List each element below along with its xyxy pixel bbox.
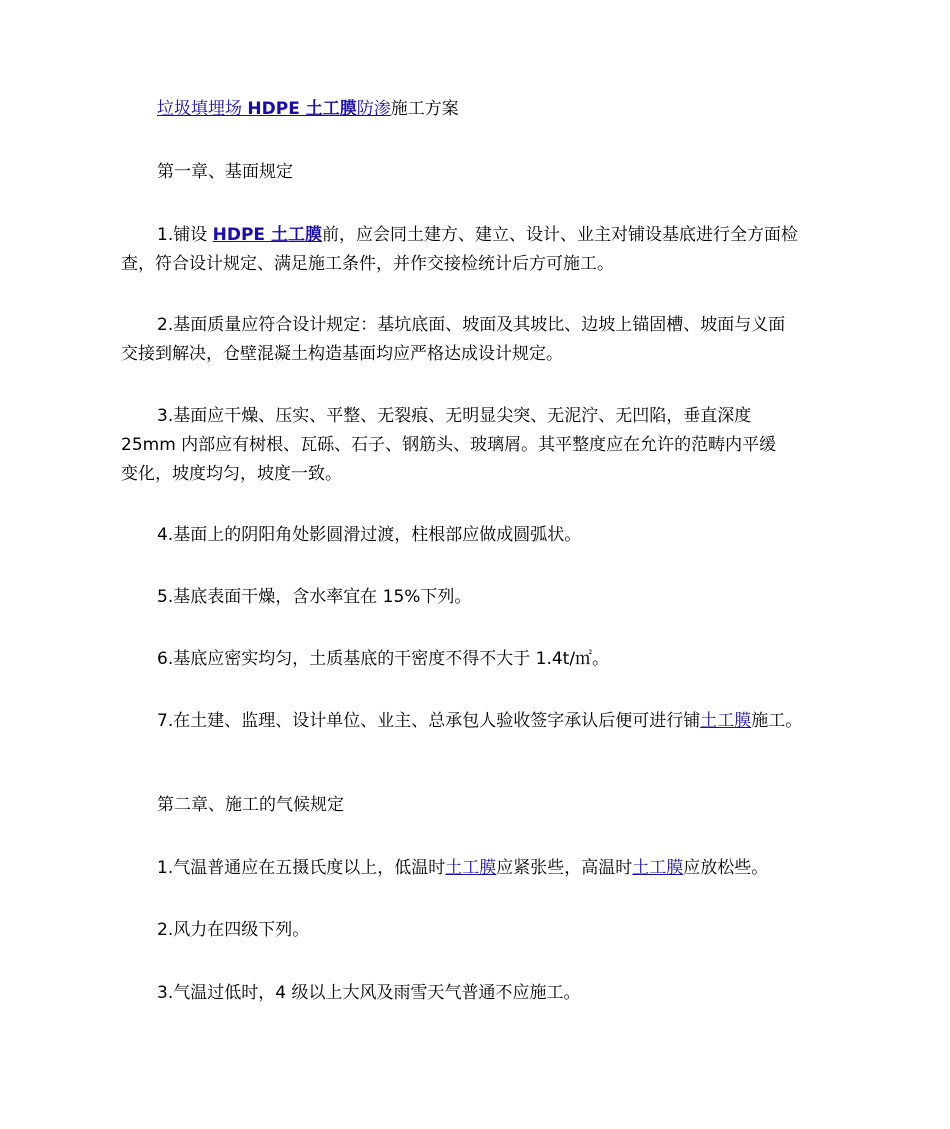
ch1-item1-link[interactable]: HDPE 土工膜 bbox=[212, 225, 322, 245]
ch1-item5: 5.基底表面干燥，含水率宜在 15%下列。 bbox=[157, 587, 472, 607]
ch1-item4: 4.基面上的阴阳角处影圆滑过渡，柱根部应做成圆弧状。 bbox=[157, 525, 582, 545]
ch1-item1-line2: 查，符合设计规定、满足施工条件，并作交接检统计后方可施工。 bbox=[121, 254, 614, 274]
ch1-item3-line1: 3.基面应干燥、压实、平整、无裂痕、无明显尖突、无泥泞、无凹陷，垂直深度 bbox=[157, 406, 752, 426]
ch2-item1-link1[interactable]: 土工膜 bbox=[445, 858, 497, 878]
title-link-bold[interactable]: HDPE 土工膜 bbox=[247, 99, 357, 119]
ch1-item2-line2: 交接到解决，仓壁混凝土构造基面均应严格达成设计规定。 bbox=[121, 344, 563, 364]
ch1-item1-line1-rest: 前，应会同土建方、建立、设计、业主对铺设基底进行全方面检 bbox=[321, 225, 798, 245]
ch2-item2: 2.风力在四级下列。 bbox=[157, 920, 310, 940]
ch1-item2-line1: 2.基面质量应符合设计规定：基坑底面、坡面及其坡比、边坡上锚固槽、坡面与义面 bbox=[157, 315, 786, 335]
ch2-item1-suffix: 应放松些。 bbox=[683, 858, 769, 878]
ch1-item3-line3: 变化，坡度均匀，坡度一致。 bbox=[121, 464, 342, 484]
ch2-item1 bbox=[157, 857, 768, 879]
title-link[interactable] bbox=[157, 99, 391, 119]
chapter2-heading: 第二章、施工的气候规定 bbox=[157, 795, 344, 815]
ch2-item3: 3.气温过低时，4 级以上大风及雨雪天气普通不应施工。 bbox=[157, 983, 581, 1003]
ch1-item7 bbox=[157, 710, 802, 732]
title-link-part2[interactable]: 防渗 bbox=[356, 99, 391, 119]
ch1-item7-link[interactable]: 土工膜 bbox=[700, 711, 752, 731]
ch1-item3-line2: 25mm 内部应有树根、瓦砾、石子、钢筋头、玻璃屑。其平整度应在允许的范畴内平缓 bbox=[121, 435, 777, 455]
chapter1-heading: 第一章、基面规定 bbox=[157, 162, 293, 182]
ch2-item1-prefix: 1.气温普通应在五摄氏度以上，低温时 bbox=[157, 858, 446, 878]
title-link-part1[interactable]: 垃圾填埋场 bbox=[157, 99, 248, 119]
ch1-item1-line1 bbox=[157, 224, 798, 246]
ch1-item7-prefix: 7.在土建、监理、设计单位、业主、总承包人验收签字承认后便可进行铺 bbox=[157, 711, 701, 731]
document-title bbox=[157, 98, 459, 120]
ch1-item6: 6.基底应密实均匀，土质基底的干密度不得不大于 1.4t/㎡。 bbox=[157, 649, 610, 669]
ch1-item7-suffix: 施工。 bbox=[751, 711, 803, 731]
ch1-item1-prefix: 1.铺设 bbox=[157, 225, 213, 245]
ch2-item1-link2[interactable]: 土工膜 bbox=[632, 858, 684, 878]
ch2-item1-middle: 应紧张些，高温时 bbox=[496, 858, 633, 878]
title-rest: 施工方案 bbox=[390, 99, 459, 119]
